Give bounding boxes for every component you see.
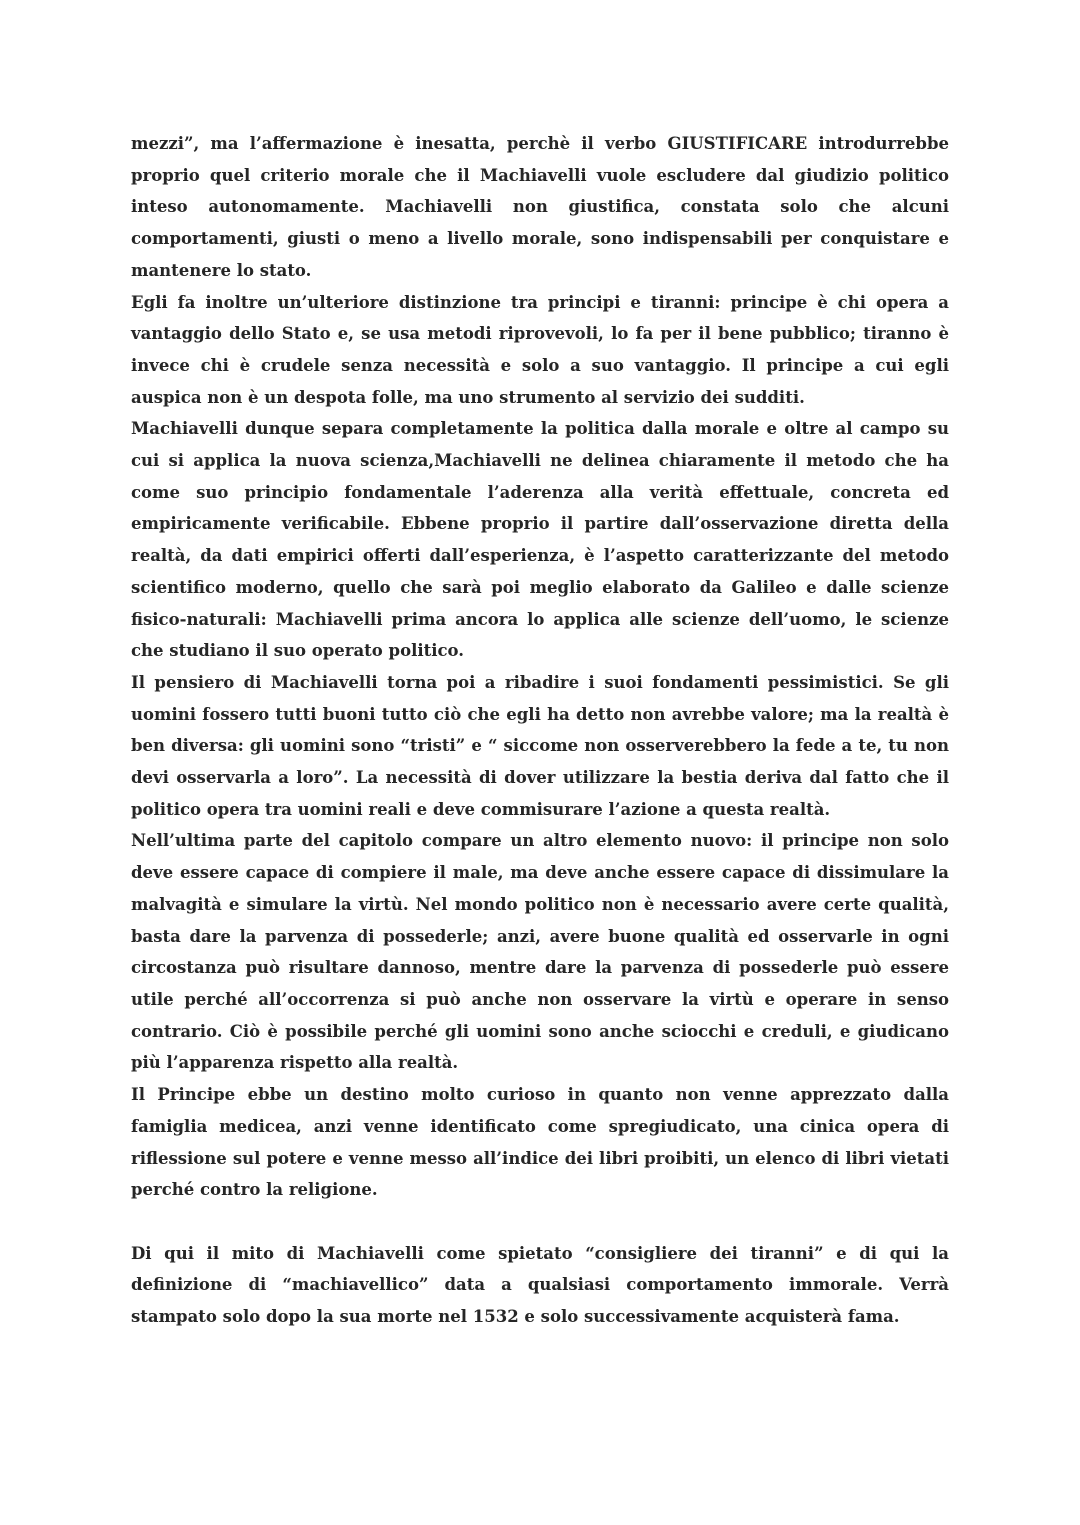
document-body <box>131 128 949 1333</box>
paragraph-justification: mezzi”, ma l’affermazione è inesatta, perchè il verbo GIUSTIFICARE introdurrebbe proprio quel criterio morale che il Machiavelli vuole escludere dal giudizio politico inteso autonomamente. Machiavelli non giustifica, constata solo che alcuni comportamenti, giusti o meno a livello morale, sono indispensabili per conquistare e mantenere lo stato. <box>131 134 949 280</box>
paragraph-destiny-of-the-prince: Il Principe ebbe un destino molto curioso in quanto non venne apprezzato dalla famiglia medicea, anzi venne identificato come spregiudicato, una cinica opera di riflessione sul potere e venne messo all’indice dei libri proibiti, un elenco di libri vietati perché contro la religione. <box>131 1085 949 1200</box>
paragraph-dissimulation: Nell’ultima parte del capitolo compare un altro elemento nuovo: il principe non solo deve essere capace di compiere il male, ma deve anche essere capace di dissimulare la malvagità e simulare la virtù. Nel mondo politico non è necessario avere certe qualità, basta dare la parvenza di possederle; anzi, avere buone qualità ed osservarle in ogni circostanza può risultare dannoso, mentre dare la parvenza di possederle può essere utile perché all’occorrenza si può anche non osservare la virtù e operare in senso contrario. Ciò è possibile perché gli uomini sono anche sciocchi e creduli, e giudicano più l’apparenza rispetto alla realtà. <box>131 831 949 1073</box>
paragraph-myth-of-machiavelli: Di qui il mito di Machiavelli come spietato “consigliere dei tiranni” e di qui la definizione di “machiavellico” data a qualsiasi comportamento immorale. Verrà stampato solo dopo la sua morte nel 1532 e solo successivamente acquisterà fama. <box>131 1243 949 1326</box>
paragraph-pessimism: Il pensiero di Machiavelli torna poi a ribadire i suoi fondamenti pessimistici. Se gli uomini fossero tutti buoni tutto ciò che egli ha detto non avrebbe valore; ma la realtà è ben diversa: gli uomini sono “tristi” e “ siccome non osserverebbero la fede a te, tu non devi osservarla a loro”. La necessità di dover utilizzare la bestia deriva dal fatto che il politico opera tra uomini reali e deve commisurare l’azione a questa realtà. <box>131 672 949 819</box>
paragraph-prince-vs-tyrant: Egli fa inoltre un’ulteriore distinzione tra principi e tiranni: principe è chi opera a vantaggio dello Stato e, se usa metodi riprovevoli, lo fa per il bene pubblico; tiranno è invece chi è crudele senza necessità e solo a suo vantaggio. Il principe a cui egli auspica non è un despota folle, ma uno strumento al servizio dei sudditi. <box>131 292 949 407</box>
paragraph-politics-and-morality: Machiavelli dunque separa completamente la politica dalla morale e oltre al campo su cui si applica la nuova scienza,Machiavelli ne delinea chiaramente il metodo che ha come suo principio fondamentale l’aderenza alla verità effettuale, concreta ed empiricamente verificabile. Ebbene proprio il partire dall’osservazione diretta della realtà, da dati empirici offerti dall’esperienza, è l’aspetto caratterizzante del metodo scientifico moderno, quello che sarà poi meglio elaborato da Galileo e dalle scienze fisico-naturali: Machiavelli prima ancora lo applica alle scienze dell’uomo, le scienze che studiano il suo operato politico. <box>131 419 949 661</box>
